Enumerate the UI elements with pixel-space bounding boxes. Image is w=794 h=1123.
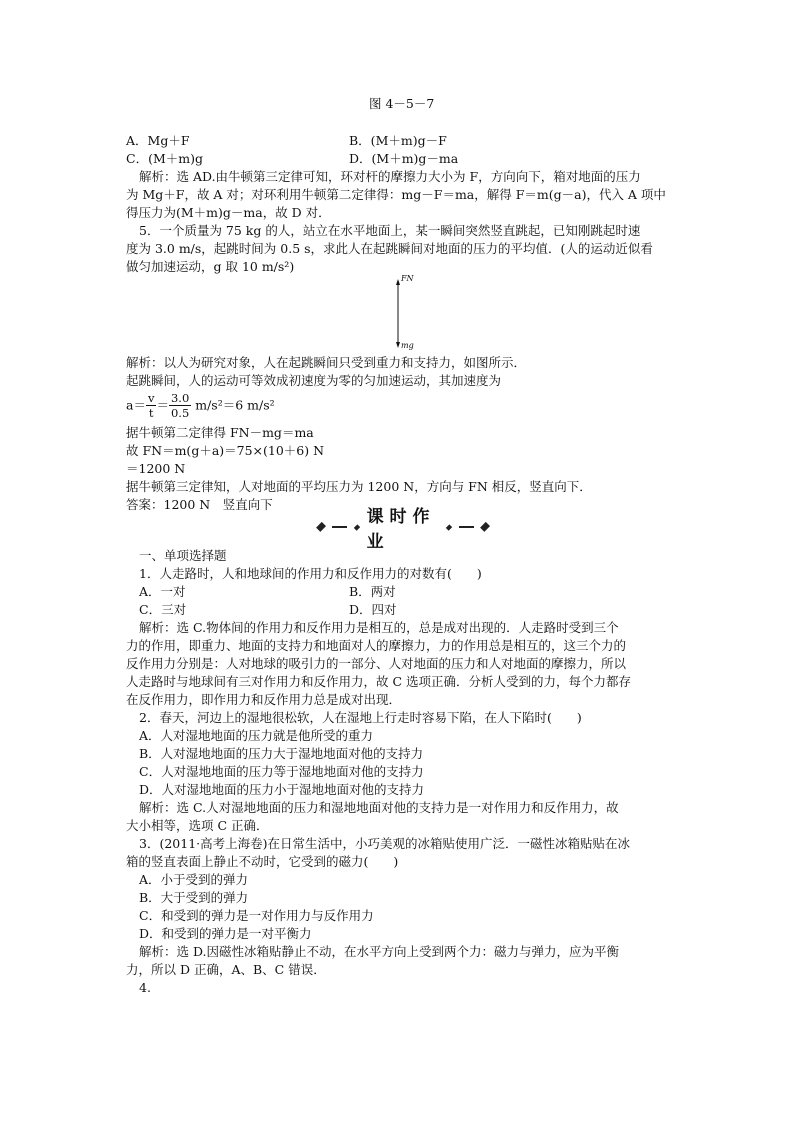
q1-solution-line: 反作用力分别是：人对地球的吸引力的一部分、人对地面的压力和人对地面的摩擦力，所以 xyxy=(126,656,627,671)
eq-t: t xyxy=(148,406,154,420)
q5-solution-line: 解析：以人为研究对象，人在起跳瞬间只受到重力和支持力，如图所示． xyxy=(126,355,527,370)
q3-option-d: D．和受到的弹力是一对平衡力 xyxy=(139,926,312,941)
q4-next-number: 4. xyxy=(139,980,151,995)
q1-solution-line: 力的作用，即重力、地面的支持力和地面对人的摩擦力，力的作用总是相互的，这三个力的 xyxy=(126,638,627,653)
eq-lhs: a＝ xyxy=(126,397,146,413)
q3-option-c: C．和受到的弹力是一对作用力与反作用力 xyxy=(139,908,374,923)
q1-option-d: D．四对 xyxy=(349,602,397,617)
q2-stem: 2．春天，河边上的湿地很松软，人在湿地上行走时容易下陷，在人下陷时( ) xyxy=(139,710,582,725)
q3-option-b: B．大于受到的弹力 xyxy=(139,890,249,905)
q2-option-b: B．人对湿地地面的压力大于湿地地面对他的支持力 xyxy=(139,746,424,761)
force-arrow-down xyxy=(396,342,400,348)
q1-option-a: A．一对 xyxy=(139,584,186,599)
q1-option-b: B．两对 xyxy=(349,584,396,599)
q5-answer: 答案：1200 N 竖直向下 xyxy=(126,497,273,512)
q5-stem-line: 做匀加速运动，g 取 10 m/s²) xyxy=(126,259,295,274)
section-title: 课时作业 xyxy=(366,507,436,552)
q5-solution-line: ＝1200 N xyxy=(126,461,186,476)
diamond-icon xyxy=(446,524,452,530)
acceleration-equation xyxy=(126,391,275,420)
q4-option-d: D．(M＋m)g－ma xyxy=(349,151,459,166)
q3-stem-line: 箱的竖直表面上静止不动时，它受到的磁力( ) xyxy=(126,854,399,869)
q2-option-c: C．人对湿地地面的压力等于湿地地面对他的支持力 xyxy=(139,764,424,779)
q2-option-a: A．人对湿地地面的压力就是他所受的重力 xyxy=(139,728,374,743)
q2-solution-line: 解析：选 C.人对湿地地面的压力和湿地地面对他的支持力是一对作用力和反作用力，故 xyxy=(139,800,619,815)
diamond-icon xyxy=(316,522,326,532)
force-diagram-svg xyxy=(388,278,428,350)
q5-stem-line: 度为 3.0 m/s，起跳时间为 0.5 s，求此人在起跳瞬间对地面的压力的平均值．(人的运动近似看 xyxy=(126,241,653,256)
eq-num: 3.0 xyxy=(170,391,190,405)
eq-equals: ＝ xyxy=(156,397,169,413)
force-up-label: FN xyxy=(401,274,414,283)
q1-solution-line: 解析：选 C.物体间的作用力和反作用力是相互的，总是成对出现的．人走路时受到三个 xyxy=(139,620,619,635)
force-down-label: mg xyxy=(401,341,414,350)
q2-solution-line: 大小相等，选项 C 正确． xyxy=(126,818,269,833)
diamond-icon xyxy=(353,524,359,530)
eq-fraction-values xyxy=(169,391,191,420)
q1-solution-line: 在反作用力，即作用力和反作用力总是成对出现． xyxy=(126,692,402,707)
q1-stem: 1．人走路时，人和地球间的作用力和反作用力的对数有( ) xyxy=(139,566,482,581)
q1-solution-line: 人走路时与地球间有三对作用力和反作用力，故 C 选项正确．分析人受到的力，每个力都存 xyxy=(126,674,632,689)
q5-solution-line: 起跳瞬间，人的运动可等效成初速度为零的匀加速运动，其加速度为 xyxy=(126,373,502,388)
q4-option-c: C．(M＋m)g xyxy=(126,151,203,166)
section-banner xyxy=(318,507,488,552)
eq-rhs: m/s²＝6 m/s² xyxy=(191,397,275,413)
q4-option-a: A．Mg＋F xyxy=(126,133,190,148)
eq-v: v xyxy=(147,391,155,405)
figure-caption: 图 4－5－7 xyxy=(369,96,435,111)
q3-option-a: A．小于受到的弹力 xyxy=(139,872,249,887)
q3-stem-line: 3．(2011·高考上海卷)在日常生活中，小巧美观的冰箱贴使用广泛．一磁性冰箱贴贴在冰 xyxy=(139,836,630,851)
q4-solution-line: 得压力为(M＋m)g－ma，故 D 对． xyxy=(126,205,331,220)
banner-rule xyxy=(332,526,346,528)
q4-option-b: B．(M＋m)g－F xyxy=(349,133,447,148)
q5-solution-line: 据牛顿第二定律得 FN－mg＝ma xyxy=(126,425,314,440)
banner-rule xyxy=(459,526,473,528)
q1-option-c: C．三对 xyxy=(139,602,187,617)
eq-den: 0.5 xyxy=(170,406,190,420)
eq-fraction-vt xyxy=(146,391,157,420)
section-heading: 一、单项选择题 xyxy=(139,548,227,563)
q2-option-d: D．人对湿地地面的压力小于湿地地面对他的支持力 xyxy=(139,782,425,797)
q5-solution-line: 故 FN＝m(g＋a)＝75×(10＋6) N xyxy=(126,443,325,458)
q5-stem-line: 5．一个质量为 75 kg 的人，站立在水平地面上，某一瞬间突然竖直跳起，已知刚跳起时速 xyxy=(139,223,641,238)
q4-solution-line: 为 Mg＋F，故 A 对；对环利用牛顿第二定律得：mg－F＝ma，解得 F＝m(g－a)，代入 A 项中 xyxy=(126,187,666,202)
diamond-icon xyxy=(480,522,490,532)
q4-solution-line: 解析：选 AD.由牛顿第三定律可知，环对杆的摩擦力大小为 F，方向向下，箱对地面的压力 xyxy=(139,169,641,184)
force-arrow-up xyxy=(396,279,400,285)
q3-solution-line: 解析：选 D.因磁性冰箱贴静止不动，在水平方向上受到两个力：磁力与弹力，应为平衡 xyxy=(139,944,620,959)
q3-solution-line: 力，所以 D 正确，A、B、C 错误． xyxy=(126,962,326,977)
q5-solution-line: 据牛顿第三定律知，人对地面的平均压力为 1200 N，方向与 FN 相反，竖直向下． xyxy=(126,479,592,494)
force-diagram xyxy=(388,274,428,350)
